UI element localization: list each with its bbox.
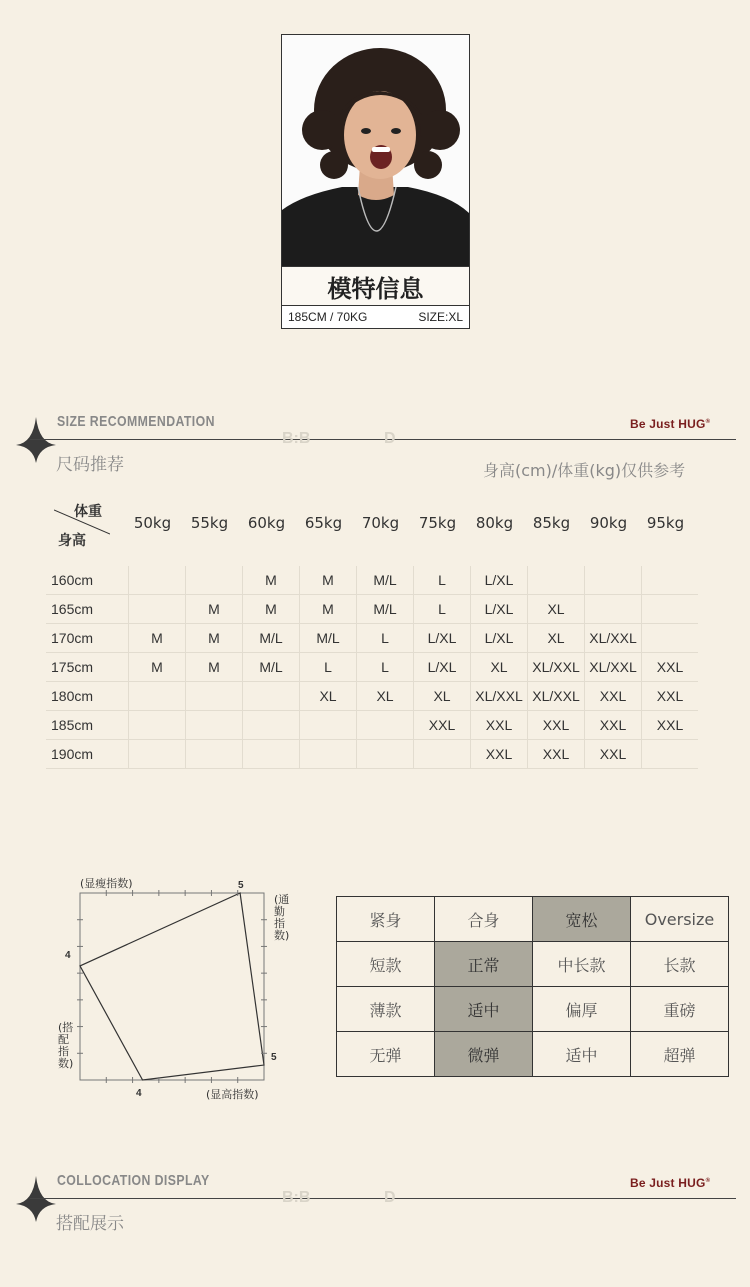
size-table-header [50,498,710,550]
deco-mark-left: B:B [282,430,311,447]
fit-cell: Oversize [631,897,729,942]
height-row-label: 175cm [46,653,129,682]
size-cell [186,682,243,711]
size-cell [129,711,186,740]
size-cell: XXL [642,653,699,682]
deco-mark-right: D [384,430,396,447]
brand-logo [630,1176,710,1190]
fit-cell: 重磅 [631,987,729,1032]
match-index-label: (搭配指数) [58,1021,74,1070]
size-cell: XL/XXL [528,682,585,711]
model-size: SIZE:XL [418,310,463,324]
weight-header-cell: 55kg [190,514,229,532]
size-cell: XL/XXL [585,624,642,653]
size-cell [129,740,186,769]
collocation-title-en: COLLOCATION DISPLAY [57,1172,210,1189]
size-cell: XXL [471,711,528,740]
size-cell [129,595,186,624]
size-cell [300,740,357,769]
size-cell [585,566,642,595]
size-cell: L/XL [414,624,471,653]
height-row-label: 180cm [46,682,129,711]
height-axis-label: 身高 [58,533,86,549]
size-cell: XXL [528,711,585,740]
table-row [46,740,698,769]
size-cell: XL [414,682,471,711]
size-cell: M [186,595,243,624]
model-specs [282,305,469,329]
size-note: 身高(cm)/体重(kg)仅供参考 [483,461,686,480]
size-cell [243,740,300,769]
sparkle-icon [14,415,58,465]
deco-mark-right: D [384,1189,396,1206]
fit-cell: 紧身 [337,897,435,942]
fit-cell: 偏厚 [533,987,631,1032]
size-cell [414,740,471,769]
size-cell [186,566,243,595]
fit-cell: 薄款 [337,987,435,1032]
size-cell: M [129,653,186,682]
fit-cell: 超弹 [631,1032,729,1077]
size-cell: L/XL [471,566,528,595]
size-cell: L [300,653,357,682]
table-row [46,653,698,682]
tall-index-label: (显高指数) [206,1088,259,1101]
brand-logo [630,417,710,431]
fit-cell: 无弹 [337,1032,435,1077]
fit-cell-selected: 宽松 [533,897,631,942]
size-cell: M/L [357,595,414,624]
weight-header-cell: 75kg [418,514,457,532]
size-cell [300,711,357,740]
size-table [46,566,698,769]
size-cell: XL [528,624,585,653]
size-cell [642,595,699,624]
size-cell: M [300,566,357,595]
section-divider [30,439,736,440]
height-row-label: 165cm [46,595,129,624]
size-cell: XXL [528,740,585,769]
size-cell: L/XL [471,595,528,624]
table-row [337,942,729,987]
commute-index-label: (通勤指数) [274,893,290,942]
fit-cell: 适中 [533,1032,631,1077]
size-cell [585,595,642,624]
weight-header-cell: 95kg [646,514,685,532]
table-row [46,711,698,740]
size-cell [357,711,414,740]
collocation-title-cn: 搭配展示 [56,1214,124,1234]
slim-index-label: (显瘦指数) [80,877,133,890]
brand-name: Be Just HUG [630,1176,706,1190]
size-cell [642,566,699,595]
index-polygon [80,893,264,1080]
size-cell: M/L [243,653,300,682]
fit-cell-selected: 微弹 [435,1032,533,1077]
index-chart-svg [40,870,300,1110]
size-cell: L [414,595,471,624]
size-cell: XXL [585,711,642,740]
weight-header-row [124,514,694,532]
size-cell: XL [471,653,528,682]
size-cell [642,740,699,769]
size-cell: L [357,624,414,653]
model-photo [282,35,469,266]
table-row [46,624,698,653]
tall-index-value: 4 [136,1088,142,1099]
size-cell: XL [300,682,357,711]
size-cell: M [243,595,300,624]
size-cell: L/XL [414,653,471,682]
size-cell: XL/XXL [528,653,585,682]
model-info-card [281,34,470,329]
size-cell: XXL [471,740,528,769]
size-cell [243,682,300,711]
size-cell: XL/XXL [471,682,528,711]
height-row-label: 170cm [46,624,129,653]
fit-cell: 长款 [631,942,729,987]
deco-mark-left: B:B [282,1189,311,1206]
commute-index-value: 5 [271,1052,277,1063]
index-frame [80,893,264,1080]
size-cell [186,740,243,769]
model-photo-illustration [282,35,469,266]
size-cell: M/L [243,624,300,653]
table-row [46,566,698,595]
height-row-label: 190cm [46,740,129,769]
table-row [46,682,698,711]
size-cell: M [186,653,243,682]
weight-header-cell: 65kg [304,514,343,532]
size-cell: M [129,624,186,653]
size-cell [129,566,186,595]
index-chart [40,870,300,1110]
size-cell: XXL [585,740,642,769]
brand-mark: ® [705,1178,711,1184]
weight-header-cell: 60kg [247,514,286,532]
brand-name: Be Just HUG [630,417,706,431]
size-cell: XL/XXL [585,653,642,682]
model-title: 模特信息 [282,266,469,306]
size-cell: M [300,595,357,624]
size-title-cn: 尺码推荐 [56,455,124,475]
fit-attributes-table [336,896,729,1077]
height-row-label: 185cm [46,711,129,740]
weight-header-cell: 50kg [133,514,172,532]
size-title-en: SIZE RECOMMENDATION [57,413,215,430]
weight-header-cell: 80kg [475,514,514,532]
size-cell: M [243,566,300,595]
size-cell [357,740,414,769]
size-cell: L [414,566,471,595]
size-cell: XXL [642,711,699,740]
size-cell: L/XL [471,624,528,653]
size-cell: M/L [357,566,414,595]
fit-cell: 合身 [435,897,533,942]
size-section-header [0,405,750,480]
size-cell [642,624,699,653]
brand-mark: ® [705,419,711,425]
fit-cell: 短款 [337,942,435,987]
size-cell: XXL [585,682,642,711]
size-cell [528,566,585,595]
fit-cell: 中长款 [533,942,631,987]
weight-header-cell: 85kg [532,514,571,532]
size-cell: XXL [642,682,699,711]
weight-header-cell: 70kg [361,514,400,532]
size-cell [129,682,186,711]
match-index-value: 4 [65,950,71,961]
size-cell [243,711,300,740]
fit-cell-selected: 正常 [435,942,533,987]
size-cell: XL [357,682,414,711]
size-cell: XL [528,595,585,624]
model-height-weight: 185CM / 70KG [288,310,368,324]
weight-axis-label: 体重 [74,504,102,520]
height-row-label: 160cm [46,566,129,595]
table-row [337,1032,729,1077]
size-cell: XXL [414,711,471,740]
slim-index-value: 5 [238,880,244,891]
size-cell: L [357,653,414,682]
table-row [46,595,698,624]
table-row [337,897,729,942]
size-cell [186,711,243,740]
index-ticks [77,890,267,1083]
collocation-section-header [0,1164,750,1234]
table-row [337,987,729,1032]
section-divider [30,1198,736,1199]
weight-header-cell: 90kg [589,514,628,532]
size-cell: M [186,624,243,653]
sparkle-icon [14,1174,58,1224]
fit-cell-selected: 适中 [435,987,533,1032]
size-cell: M/L [300,624,357,653]
